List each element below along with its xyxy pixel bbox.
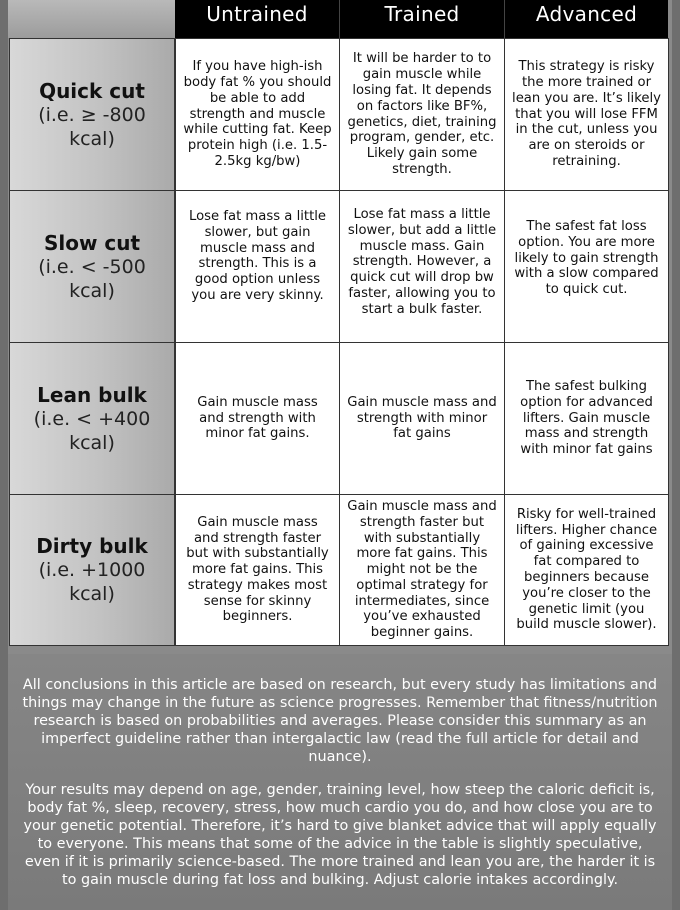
cell-text: Gain muscle mass and strength with minor fat gains: [347, 394, 497, 442]
cell-slow-cut-untrained: [175, 190, 340, 343]
cell-text: Gain muscle mass and strength faster but with substantially more fat gains. This strategy makes most sense for skinny beginners.: [186, 514, 329, 625]
row-header-quick-cut: [9, 38, 175, 191]
cell-text: Lose fat mass a little slower, but add a little muscle mass. Gain strength. However, a quick cut will drop bw faster, allowing you to start a bulk faster.: [347, 207, 497, 317]
cell-text: Risky for well-trained lifters. Higher chance of gaining excessive fat compared to beginners because you’re closer to the genetic limit (you build muscle slower).: [515, 506, 658, 633]
cell-quick-cut-untrained: [175, 38, 340, 191]
cell-quick-cut-trained: [339, 38, 505, 191]
footer-paragraph-1: All conclusions in this article are based on research, but every study has limitations and things may change in the future as science progresses. Remember that fitness/nutrition research is based on probabilities and averages. Please consider this summary as an imperfect guideline rather than intergalactic law (read the full article for detail and nuance).: [22, 677, 658, 765]
cell-dirty-bulk-trained: [339, 494, 505, 646]
row-header-lean-bulk: [9, 342, 175, 495]
row-kcal: (i.e. < -500 kcal): [38, 255, 146, 302]
cell-slow-cut-advanced: [504, 190, 669, 343]
cell-text: If you have high-ish body fat % you should be able to add strength and muscle while cutting fat. Keep protein high (i.e. 1.5-2.5kg kg/bw): [183, 59, 332, 169]
cell-quick-cut-advanced: [504, 38, 669, 191]
column-header-advanced: [504, 0, 668, 38]
cell-text: It will be harder to to gain muscle while losing fat. It depends on factors like BF%, genetics, diet, training program, gender, etc. Likely gain some strength.: [347, 51, 497, 177]
cell-slow-cut-trained: [339, 190, 505, 343]
footer-disclaimer: [8, 654, 672, 910]
cell-lean-bulk-trained: [339, 342, 505, 495]
footer-paragraph-2: Your results may depend on age, gender, training level, how steep the caloric deficit is, body fat %, sleep, recovery, stress, how much cardio you do, and how close you are to your genetic potential. Therefore, it’s hard to give blanket advice that will apply equally to everyone. This means that some of the advice in the table is slightly speculative, even if it is primarily science-based. The more trained and lean you are, the harder it is to gain muscle during fat loss and bulking. Adjust calorie intakes accordingly.: [23, 782, 657, 888]
row-name: Lean bulk: [37, 382, 147, 407]
column-header-trained: [339, 0, 504, 38]
row-header-slow-cut: [9, 190, 175, 343]
column-header-untrained: [175, 0, 339, 38]
cell-text: Gain muscle mass and strength faster but with substantially more fat gains. This might not be the optimal strategy for intermediates, since you’ve exhausted beginner gains.: [347, 498, 497, 641]
row-name: Dirty bulk: [36, 534, 148, 558]
row-kcal: (i.e. +1000 kcal): [38, 559, 146, 605]
row-name: Slow cut: [43, 230, 141, 255]
column-header-label: Untrained: [206, 2, 308, 26]
cell-text: Gain muscle mass and strength with minor fat gains.: [197, 394, 318, 442]
row-name: Quick cut: [39, 78, 145, 103]
cell-lean-bulk-untrained: [175, 342, 340, 495]
cell-dirty-bulk-advanced: [504, 494, 669, 646]
cell-text: The safest bulking option for advanced lifters. Gain muscle mass and strength with minor fat gains: [520, 379, 653, 458]
column-header-label: Trained: [384, 2, 460, 26]
column-header-label: Advanced: [535, 2, 638, 26]
row-kcal: (i.e. ≥ -800 kcal): [38, 103, 146, 150]
cell-dirty-bulk-untrained: [175, 494, 340, 646]
row-header-dirty-bulk: [9, 494, 175, 646]
cell-lean-bulk-advanced: [504, 342, 669, 495]
table-corner: [8, 0, 175, 38]
cell-text: This strategy is risky the more trained or lean you are. It’s likely that you will lose FFM in the cut, unless you are on steroids or retraining.: [512, 59, 661, 169]
cell-text: The safest fat loss option. You are more likely to gain strength with a slow compared to quick cut.: [514, 219, 659, 298]
cell-text: Lose fat mass a little slower, but gain muscle mass and strength. This is a good option unless you are very skinny.: [188, 209, 327, 303]
row-kcal: (i.e. < +400 kcal): [33, 407, 151, 454]
